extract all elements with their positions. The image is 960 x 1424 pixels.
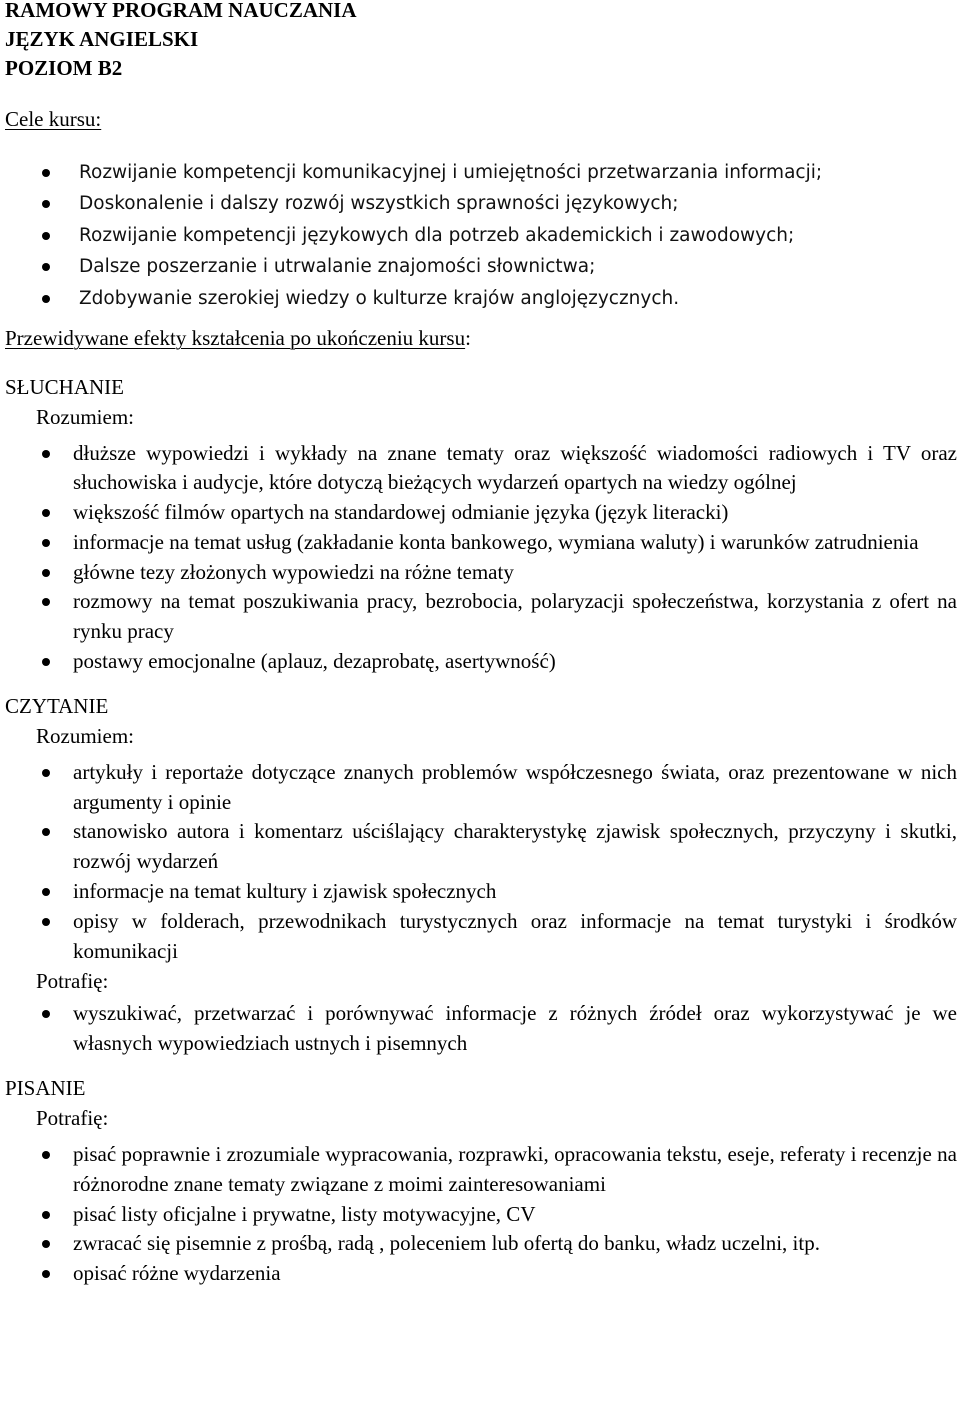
item-text: informacje na temat kultury i zjawisk społecznych bbox=[73, 879, 497, 904]
list-item bbox=[5, 877, 957, 907]
list-item bbox=[5, 817, 957, 877]
list-item bbox=[5, 758, 957, 818]
list-item bbox=[5, 220, 957, 252]
list-item bbox=[5, 558, 957, 588]
list-item bbox=[5, 587, 957, 647]
item-text: zwracać się pisemnie z prośbą, radą , poleceniem lub ofertą do banku, władz uczelni, itp. bbox=[73, 1231, 820, 1256]
effects-label-text: Przewidywane efekty kształcenia po ukończeniu kursu bbox=[5, 326, 466, 350]
bullet-icon bbox=[42, 1151, 50, 1159]
understand-label: Rozumiem: bbox=[36, 723, 134, 748]
reading-can-list bbox=[5, 999, 957, 1059]
list-item bbox=[5, 498, 957, 528]
item-text: rozmowy na temat poszukiwania pracy, bezrobocia, polaryzacji społeczeństwa, korzystania z ofert na rynku pracy bbox=[73, 589, 957, 644]
bullet-icon bbox=[42, 1010, 50, 1018]
item-text: informacje na temat usług (zakładanie konta bankowego, wymiana waluty) i warunków zatrudnienia bbox=[73, 529, 919, 554]
list-item bbox=[5, 1259, 957, 1289]
bullet-icon bbox=[42, 1270, 50, 1278]
list-item bbox=[5, 1140, 957, 1200]
can-label: Potrafię: bbox=[36, 969, 109, 994]
list-item bbox=[5, 1229, 957, 1259]
header-line-2: JĘZYK ANGIELSKI bbox=[5, 27, 199, 51]
item-text: dłuższe wypowiedzi i wykłady na znane tematy oraz większość wiadomości radiowych i TV oraz słuchowiska i audycje, które dotyczą bieżących wydarzeń opartych na wiedzy ogólnej bbox=[73, 440, 957, 495]
bullet-icon bbox=[42, 509, 50, 517]
effects-label-colon: : bbox=[465, 326, 471, 350]
bullet-icon bbox=[42, 1211, 50, 1219]
list-item bbox=[5, 283, 957, 315]
bullet-icon bbox=[42, 295, 50, 303]
header-line-1: RAMOWY PROGRAM NAUCZANIA bbox=[5, 0, 357, 22]
list-item bbox=[5, 1200, 957, 1230]
listening-list bbox=[5, 439, 957, 677]
reading-understand-list bbox=[5, 758, 957, 967]
item-text: opisać różne wydarzenia bbox=[73, 1261, 281, 1286]
bullet-icon bbox=[42, 450, 50, 458]
bullet-icon bbox=[42, 918, 50, 926]
document-header bbox=[5, 0, 957, 83]
writing-list bbox=[5, 1140, 957, 1289]
item-text: pisać poprawnie i zrozumiale wypracowania, rozprawki, opracowania tekstu, eseje, referaty i recenzje na różnorodne znane tematy związane z moimi zainteresowaniami bbox=[73, 1142, 957, 1196]
goal-text: Zdobywanie szerokiej wiedzy o kulturze krajów anglojęzycznych. bbox=[79, 287, 680, 309]
item-text: główne tezy złożonych wypowiedzi na różne tematy bbox=[73, 559, 514, 584]
document bbox=[5, 0, 957, 1289]
list-item bbox=[5, 157, 957, 189]
goals-label-text: Cele kursu: bbox=[5, 107, 102, 131]
bullet-icon bbox=[42, 828, 50, 836]
effects-label bbox=[5, 324, 957, 354]
skill-title-listening: SŁUCHANIE bbox=[5, 374, 124, 399]
list-item bbox=[5, 251, 957, 283]
list-item bbox=[5, 528, 957, 558]
goals-label bbox=[5, 105, 957, 135]
goal-text: Rozwijanie kompetencji językowych dla potrzeb akademickich i zawodowych; bbox=[79, 224, 795, 246]
bullet-icon bbox=[42, 658, 50, 666]
list-item bbox=[5, 999, 957, 1059]
skill-title-reading: CZYTANIE bbox=[5, 693, 109, 718]
header-line-3: POZIOM B2 bbox=[5, 56, 123, 80]
bullet-icon bbox=[42, 539, 50, 547]
item-text: postawy emocjonalne (aplauz, dezaprobatę, asertywność) bbox=[73, 649, 556, 674]
bullet-icon bbox=[42, 888, 50, 896]
list-item bbox=[5, 439, 957, 499]
list-item bbox=[5, 907, 957, 967]
goals-list bbox=[5, 157, 957, 315]
item-text: opisy w folderach, przewodnikach turystycznych oraz informacje na temat turystyki i środków komunikacji bbox=[73, 908, 957, 963]
list-item bbox=[5, 647, 957, 677]
bullet-icon bbox=[42, 598, 50, 606]
bullet-icon bbox=[42, 569, 50, 577]
bullet-icon bbox=[42, 232, 50, 240]
bullet-icon bbox=[42, 1240, 50, 1248]
goal-text: Dalsze poszerzanie i utrwalanie znajomości słownictwa; bbox=[79, 256, 596, 277]
understand-label: Rozumiem: bbox=[36, 404, 134, 429]
list-item bbox=[5, 188, 957, 220]
bullet-icon bbox=[42, 169, 50, 177]
item-text: stanowisko autora i komentarz uściślający charakterystykę zjawisk społecznych, przyczyny i skutki, rozwój wydarzeń bbox=[73, 819, 957, 874]
item-text: wyszukiwać, przetwarzać i porównywać informacje z różnych źródeł oraz wykorzystywać je we własnych wypowiedziach ustnych i pisemnych bbox=[73, 1001, 957, 1056]
item-text: artykuły i reportaże dotyczące znanych problemów współczesnego świata, oraz prezentowane w nich argumenty i opinie bbox=[73, 759, 957, 814]
goal-text: Rozwijanie kompetencji komunikacyjnej i umiejętności przetwarzania informacji; bbox=[79, 161, 823, 183]
item-text: większość filmów opartych na standardowej odmianie języka (język literacki) bbox=[73, 500, 729, 525]
bullet-icon bbox=[42, 200, 50, 208]
bullet-icon bbox=[42, 263, 50, 271]
bullet-icon bbox=[42, 769, 50, 777]
item-text: pisać listy oficjalne i prywatne, listy motywacyjne, CV bbox=[73, 1201, 536, 1226]
goal-text: Doskonalenie i dalszy rozwój wszystkich sprawności językowych; bbox=[79, 193, 679, 214]
can-label: Potrafię: bbox=[36, 1106, 109, 1131]
skill-title-writing: PISANIE bbox=[5, 1076, 86, 1101]
